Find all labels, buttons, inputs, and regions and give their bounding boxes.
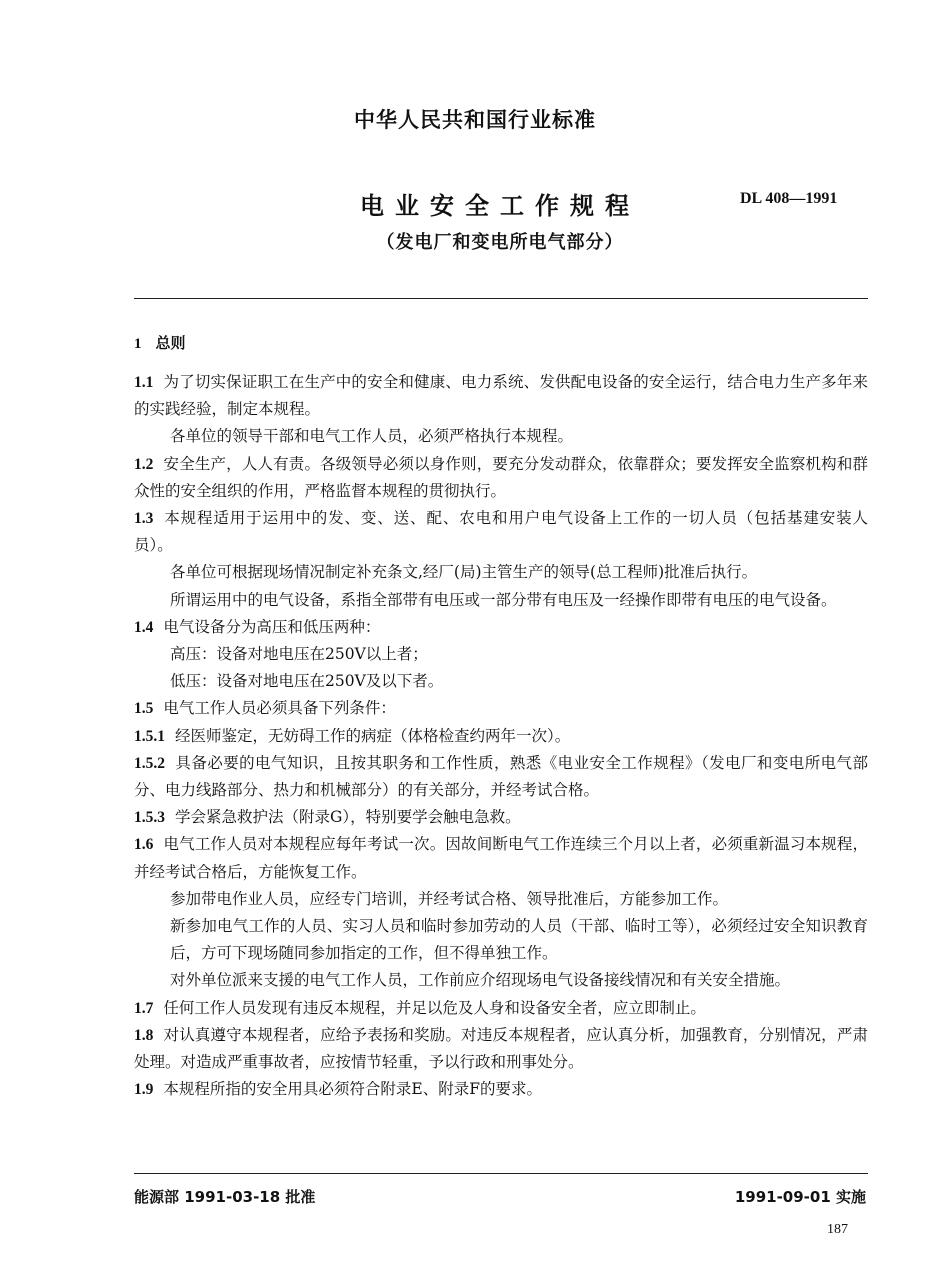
clause-text: 经医师鉴定，无妨碍工作的病症（体格检查约两年一次）。 — [175, 726, 571, 745]
clause-number: 1.3 — [134, 510, 154, 528]
clause-1-4 — [134, 614, 868, 641]
clause-text: 本规程所指的安全用具必须符合附录E、附录F的要求。 — [163, 1080, 542, 1099]
clause-text: 为了切实保证职工在生产中的安全和健康、电力系统、发供配电设备的安全运行，结合电力生产多年来的实践经验，制定本规程。 — [134, 373, 868, 419]
paragraph-text: 高压：设备对地电压在250V以上者； — [170, 645, 428, 664]
section-number: 1 — [134, 336, 142, 352]
paragraph — [134, 967, 868, 994]
clause-text: 安全生产，人人有责。各级领导必须以身作则，要充分发动群众，依靠群众；要发挥安全监察机构和群众性的安全组织的作用，严格监督本规程的贯彻执行。 — [134, 454, 868, 500]
clause-1-5-1 — [134, 723, 868, 750]
paragraph-text: 所谓运用中的电气设备，系指全部带有电压或一部分带有电压及一经操作即带有电压的电气设备。 — [170, 590, 837, 609]
paragraph-text: 参加带电作业人员，应经专门培训，并经考试合格、领导批准后，方能参加工作。 — [170, 889, 729, 908]
document-body — [134, 369, 868, 1103]
paragraph — [134, 587, 868, 614]
clause-number: 1.5.2 — [134, 754, 165, 772]
clause-number: 1.8 — [134, 1026, 154, 1044]
clause-text: 对认真遵守本规程者，应给予表扬和奖励。对违反本规程者，应认真分析，加强教育，分别情况，严肃处理。对造成严重事故者，应按情节轻重，予以行政和刑事处分。 — [134, 1025, 868, 1072]
clause-1-3 — [134, 505, 868, 559]
clause-text: 任何工作人员发现有违反本规程，并足以危及人身和设备安全者，应立即制止。 — [163, 998, 706, 1017]
paragraph-text: 低压：设备对地电压在250V及以下者。 — [170, 672, 444, 691]
clause-1-9 — [134, 1076, 868, 1103]
page-number: 187 — [827, 1222, 848, 1237]
paragraph — [134, 641, 868, 668]
clause-number: 1.5.3 — [134, 809, 165, 827]
clause-text: 电气设备分为高压和低压两种： — [163, 617, 381, 636]
paragraph-text: 各单位的领导干部和电气工作人员，必须严格执行本规程。 — [170, 427, 574, 446]
clause-text: 学会紧急救护法（附录G），特别要学会触电急救。 — [175, 808, 521, 827]
clause-number: 1.6 — [134, 836, 154, 854]
clause-number: 1.9 — [134, 1081, 154, 1099]
footer-divider — [134, 1173, 868, 1174]
standard-type-heading: 中华人民共和国行业标准 — [354, 108, 596, 132]
paragraph — [134, 668, 868, 695]
clause-1-5-3 — [134, 804, 868, 831]
clause-number: 1.5.1 — [134, 727, 165, 745]
clause-number: 1.5 — [134, 700, 154, 718]
clause-1-8 — [134, 1022, 868, 1076]
document-subtitle: （发电厂和变电所电气部分） — [376, 232, 624, 253]
clause-text: 电气工作人员对本规程应每年考试一次。因故间断电气工作连续三个月以上者，必须重新温习本规程，并经考试合格后，方能恢复工作。 — [134, 835, 868, 881]
clause-number: 1.1 — [134, 374, 154, 391]
standard-code: DL 408—1991 — [740, 190, 838, 207]
paragraph — [134, 913, 868, 967]
section-heading — [134, 332, 186, 353]
paragraph-text: 各单位可根据现场情况制定补充条文,经厂(局)主管生产的领导(总工程师)批准后执行。 — [170, 563, 758, 582]
clause-number: 1.7 — [134, 999, 154, 1017]
section-title: 总则 — [155, 334, 186, 352]
paragraph-text: 对外单位派来支援的电气工作人员，工作前应介绍现场电气设备接线情况和有关安全措施。 — [170, 971, 791, 990]
document-title: 电业安全工作规程 — [360, 192, 640, 220]
paragraph — [134, 559, 868, 586]
paragraph-text: 新参加电气工作的人员、实习人员和临时参加劳动的人员（干部、临时工等），必须经过安全知识教育后，方可下现场随同参加指定的工作，但不得单独工作。 — [170, 917, 868, 963]
clause-1-2 — [134, 451, 868, 505]
paragraph — [134, 423, 868, 450]
clause-1-7 — [134, 995, 868, 1022]
clause-1-5-2 — [134, 750, 868, 804]
clause-1-1 — [134, 369, 868, 423]
clause-text: 具备必要的电气知识，且按其职务和工作性质，熟悉《电业安全工作规程》（发电厂和变电所电气部分、电力线路部分、热力和机械部分）的有关部分，并经考试合格。 — [134, 753, 868, 800]
clause-number: 1.2 — [134, 455, 154, 473]
paragraph — [134, 886, 868, 913]
clause-1-6 — [134, 831, 868, 885]
header-divider — [134, 298, 868, 299]
clause-text: 电气工作人员必须具备下列条件： — [163, 699, 396, 718]
approval-date: 能源部 1991-03-18 批准 — [134, 1188, 316, 1206]
clause-text: 本规程适用于运用中的发、变、送、配、农电和用户电气设备上工作的一切人员（包括基建安装人员）。 — [134, 509, 868, 555]
effective-date: 1991-09-01 实施 — [734, 1188, 866, 1206]
clause-1-5 — [134, 695, 868, 722]
clause-number: 1.4 — [134, 618, 154, 636]
